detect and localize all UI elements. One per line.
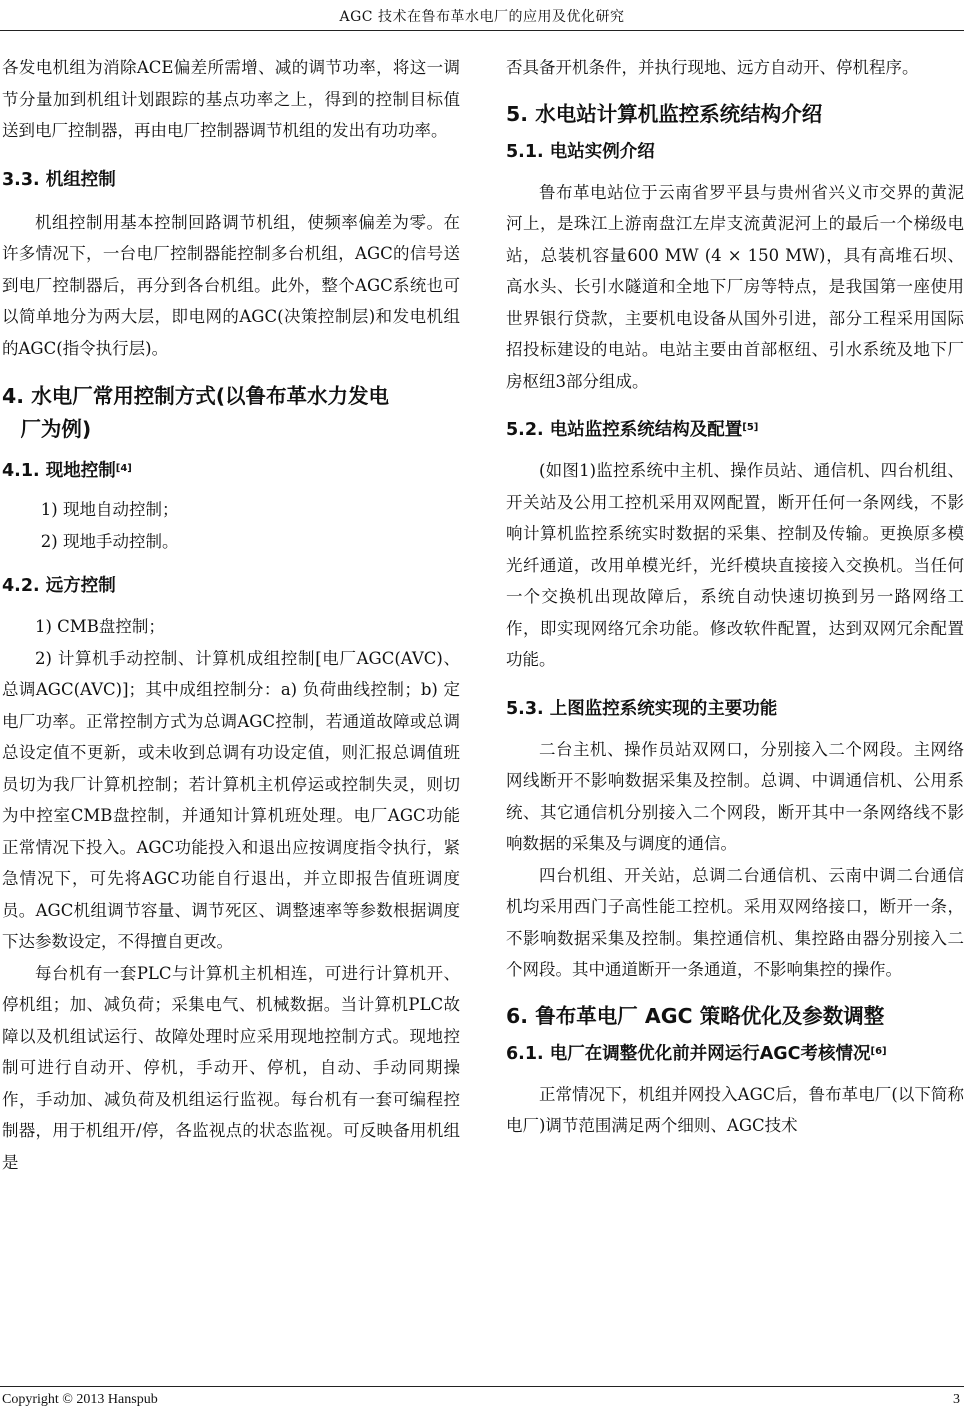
paragraph: 各发电机组为消除ACE偏差所需增、减的调节功率，将这一调节分量加到机组计划跟踪的基点功率之上，得到的控制目标值送到电厂控制器，再由电厂控制器调节机组的发出有功功率。 [2, 58, 460, 140]
paragraph: 鲁布革电站位于云南省罗平县与贵州省兴义市交界的黄泥河上，是珠江上游南盘江左岸支流黄泥河上的最后一个梯级电站，总装机容量600 MW (4 × 150 MW)，具有高堆石坝、高水头、长引水隧道和全地下厂房等特点，是我国第一座使用世界银行贷款，主要机电设备从国外引进，部分工程采用国际招投标建设的电站。电站主要由首部枢纽、引水系统及地下厂房枢纽3部分组成。 [506, 182, 964, 391]
paragraph: 每台机有一套PLC与计算机主机相连，可进行计算机开、停机组；加、减负荷；采集电气、机械数据。当计算机PLC故障以及机组试运行、故障处理时应采用现地控制方式。现地控制可进行自动开、停机，手动开、停机，自动、手动同期操作，手动加、减负荷及机组运行监视。每台机有一套可编程控制器，用于机组开/停，各监视点的状态监视。可反映备用机组是 [2, 963, 460, 1172]
section-heading-6: 6. 鲁布革电厂 AGC 策略优化及参数调整 [506, 1003, 885, 1028]
section-heading-4-1-text: 4.1. 现地控制 [2, 461, 116, 481]
right-column [506, 52, 964, 1142]
citation-ref: [4] [115, 463, 132, 474]
copyright-notice: Copyright © 2013 Hanspub [2, 1392, 158, 1407]
section-heading-5-1: 5.1. 电站实例介绍 [506, 141, 655, 162]
section-heading-4-line2: 厂为例) [20, 417, 92, 441]
paragraph: 机组控制用基本控制回路调节机组，使频率偏差为零。在许多情况下，一台电厂控制器能控制多台机组，AGC的信号送到电厂控制器后，再分到各台机组。此外，整个AGC系统也可以简单地分为两大层，即电网的AGC(决策控制层)和发电机组的AGC(指令执行层)。 [2, 212, 460, 358]
section-heading-4-line1: 4. 水电厂常用控制方式(以鲁布革水力发电 [2, 384, 390, 408]
paragraph: 四台机组、开关站，总调二台通信机、云南中调二台通信机均采用西门子高性能工控机。采用双网络接口，断开一条，不影响数据采集及控制。集控通信机、集控路由器分别接入二个网段。其中通道断开一条通道，不影响集控的操作。 [506, 865, 964, 979]
paragraph: 二台主机、操作员站双网口，分别接入二个网段。主网络网线断开不影响数据采集及控制。总调、中调通信机、公用系统、其它通信机分别接入二个网段，断开其中一条网络线不影响数据的采集及与调度的通信。 [506, 739, 964, 853]
section-heading-4-1 [2, 456, 460, 486]
section-heading-4-2: 4.2. 远方控制 [2, 576, 116, 596]
section-heading-5: 5. 水电站计算机监控系统结构介绍 [506, 101, 823, 126]
citation-ref: [5] [742, 422, 759, 433]
footer-rule [0, 1386, 964, 1387]
section-heading-5-3: 5.3. 上图监控系统实现的主要功能 [506, 698, 778, 719]
list-item: 2) 现地手动控制。 [40, 531, 179, 551]
section-heading-5-2 [506, 415, 964, 445]
paragraph: (如图1)监控系统中主机、操作员站、通信机、四台机组、开关站及公用工控机采用双网配置，断开任何一条网线，不影响计算机监控系统实时数据的采集、控制及传输。更换原多模光纤通道，改用单模光纤，光纤模块直接接入交换机。当任何一个交换机出现故障后，系统自动快速切换到另一路网络工作，即实现网络冗余功能。修改软件配置，达到双网冗余配置功能。 [506, 461, 964, 669]
left-column [2, 52, 460, 1178]
section-heading-5-2-text: 5.2. 电站监控系统结构及配置 [506, 420, 743, 440]
section-heading-4 [2, 380, 460, 446]
list-item: 1) 现地自动控制； [40, 500, 179, 519]
section-heading-6-1 [506, 1039, 964, 1069]
header-rule [0, 30, 964, 31]
paragraph: 正常情况下，机组并网投入AGC后，鲁布革电厂(以下简称电厂)调节范围满足两个细则、AGC技术 [506, 1084, 964, 1135]
running-header: AGC 技术在鲁布革水电厂的应用及优化研究 [339, 9, 625, 25]
page-number: 3 [953, 1392, 960, 1407]
section-heading-6-1-text: 6.1. 电厂在调整优化前并网运行AGC考核情况 [506, 1043, 871, 1064]
paragraph: 2) 计算机手动控制、计算机成组控制[电厂AGC(AVC)、总调AGC(AVC)]；其中成组控制分：a) 负荷曲线控制；b) 定电厂功率。正常控制方式为总调AGC控制，若通道故障或总调总设定值不更新，或未收到总调有功设定值，则汇报总调值班员切为我厂计算机控制；若计算机主机停运或控制失灵，则切为中控室CMB盘控制，并通知计算机班处理。电厂AGC功能正常情况下投入。AGC功能投入和退出应按调度指令执行，紧急情况下，可先将AGC功能自行退出，并立即报告值班调度员。AGC机组调节容量、调节死区、调整速率等参数根据调度下达参数设定，不得擅自更改。 [2, 648, 460, 951]
paragraph: 否具备开机条件，并执行现地、远方自动开、停机程序。 [506, 58, 919, 77]
citation-ref: [6] [870, 1045, 887, 1057]
paragraph: 1) CMB盘控制； [35, 617, 165, 636]
section-heading-3-3: 3.3. 机组控制 [2, 169, 116, 190]
